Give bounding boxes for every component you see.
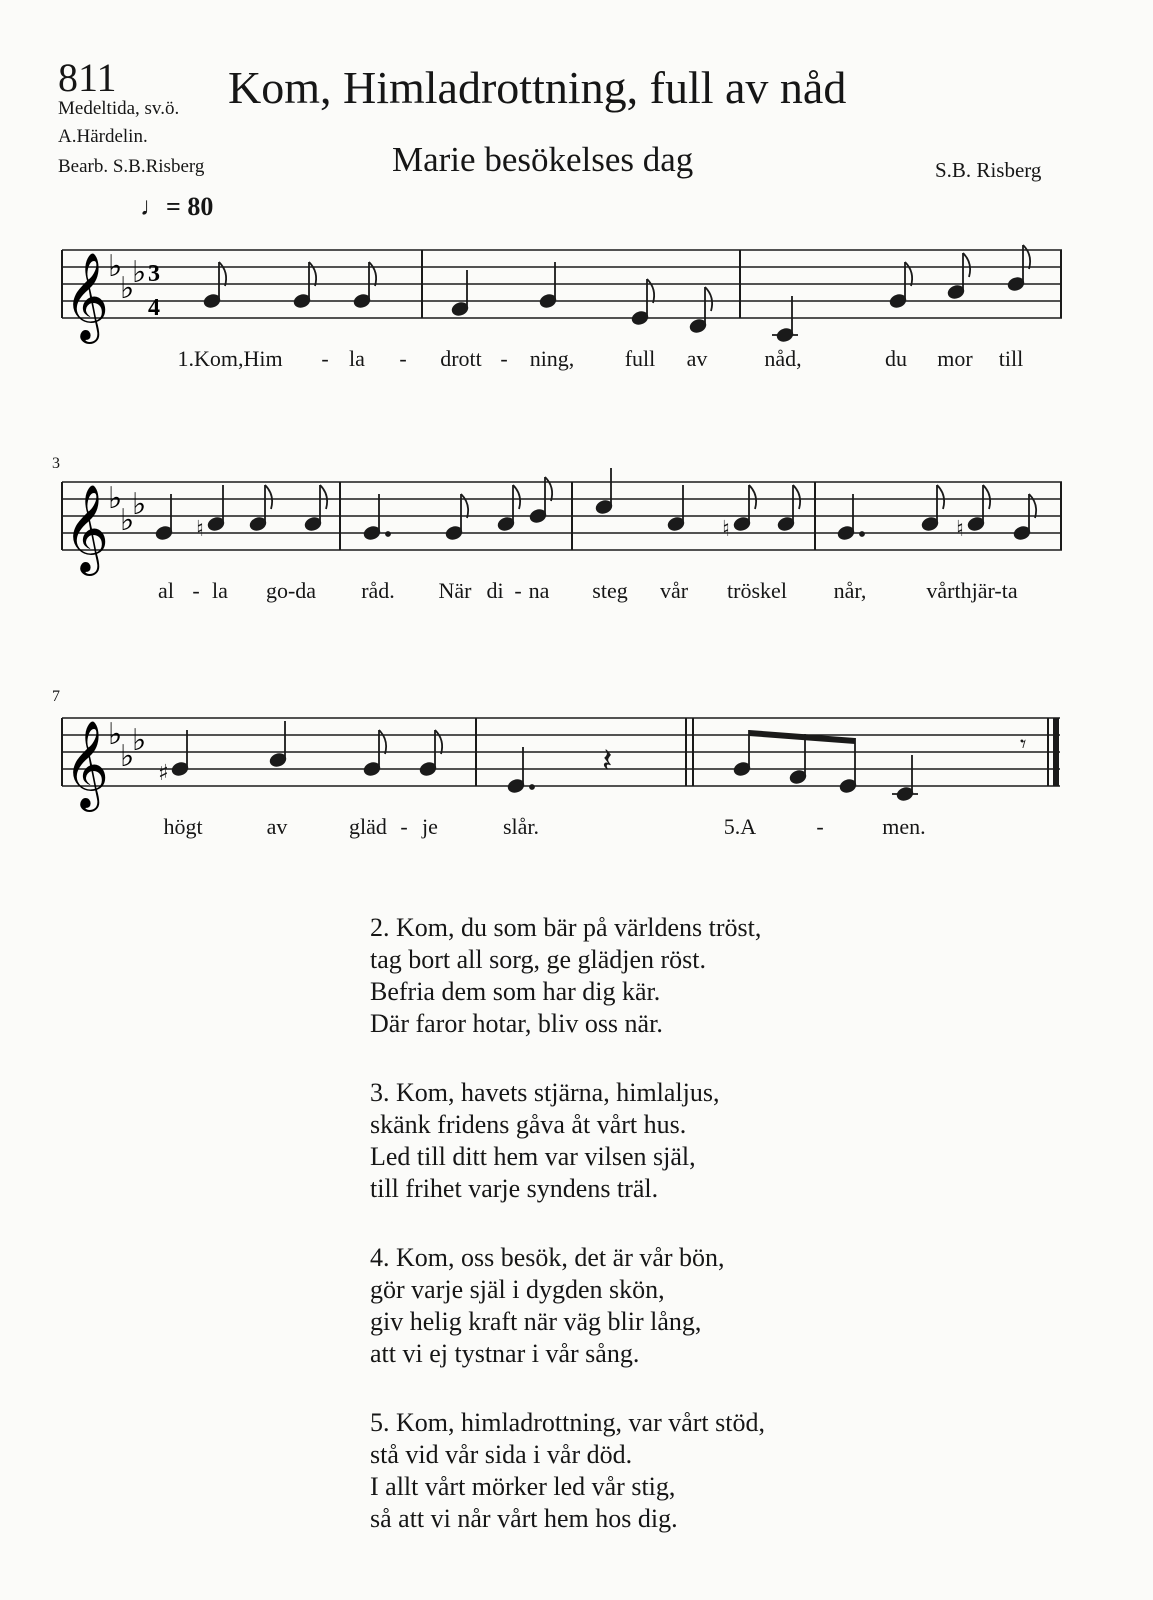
treble-clef-icon: 𝄞 — [64, 483, 109, 572]
svg-text:♮: ♮ — [722, 517, 730, 542]
svg-text:♭: ♭ — [132, 255, 147, 290]
lyric-syllable: 1.Kom,Him — [177, 346, 283, 371]
origin-line: A.Härdelin. — [58, 126, 148, 147]
lyric-syllable: av — [266, 814, 288, 839]
lyric-syllable: la — [212, 578, 228, 603]
svg-text:4: 4 — [148, 295, 160, 321]
notes — [155, 468, 1036, 542]
notes — [158, 721, 1026, 802]
svg-text:𝄾: 𝄾 — [1020, 730, 1027, 758]
lyric-syllable: du — [885, 346, 907, 371]
svg-text:♭: ♭ — [108, 717, 123, 752]
verse — [370, 1407, 765, 1535]
measure-number: 7 — [52, 688, 60, 705]
key-signature-flats — [108, 249, 146, 306]
tempo-marking: ♩= 80 — [140, 192, 214, 221]
verse-line: till frihet varje syndens träl. — [370, 1174, 659, 1203]
lyric-syllable: mor — [937, 346, 973, 371]
svg-text:♭: ♭ — [120, 503, 135, 538]
key-signature-flats — [108, 717, 146, 774]
svg-text:𝄽: 𝄽 — [602, 741, 613, 781]
lyric-syllable: När — [438, 578, 472, 603]
origin-line: Bearb. S.B.Risberg — [58, 156, 205, 177]
treble-clef-icon: 𝄞 — [64, 719, 109, 808]
hymn-subtitle: Marie besökelses dag — [392, 140, 694, 179]
lyric-syllable: steg — [592, 578, 628, 603]
verse-line: gör varje själ i dygden skön, — [370, 1275, 665, 1304]
svg-text:♭: ♭ — [132, 487, 147, 522]
lyric-syllable: slår. — [502, 814, 540, 839]
lyric-syllable: tröskel — [727, 578, 787, 603]
lyric-syllable: - — [321, 346, 329, 371]
staff-lines — [62, 718, 1060, 786]
lyric-syllable: når, — [833, 578, 867, 603]
verse-line: giv helig kraft när väg blir lång, — [370, 1307, 702, 1336]
lyric-syllable: na — [528, 578, 550, 603]
verse-line: 5. Kom, himladrottning, var vårt stöd, — [370, 1408, 766, 1437]
lyric-syllable: råd. — [361, 578, 395, 603]
verse-line: tag bort all sorg, ge glädjen röst. — [370, 945, 707, 974]
verse-line: I allt vårt mörker led vår stig, — [370, 1472, 676, 1501]
origin-line: Medeltida, sv.ö. — [58, 98, 180, 119]
svg-text:♯: ♯ — [158, 761, 169, 786]
lyric-syllable: gläd — [349, 814, 387, 839]
staff-lines — [62, 482, 1062, 550]
composer: S.B. Risberg — [935, 158, 1042, 182]
verse-line: Där faror hotar, bliv oss när. — [370, 1009, 663, 1038]
lyric-syllable: - — [500, 346, 508, 371]
lyric-syllable: - — [400, 814, 408, 839]
verse-line: stå vid vår sida i vår död. — [370, 1440, 633, 1469]
hymn-title: Kom, Himladrottning, full av nåd — [228, 62, 847, 113]
staff-system-2 — [0, 466, 1153, 576]
lyric-syllable: ning, — [529, 346, 575, 371]
lyric-syllable: - — [816, 814, 824, 839]
svg-text:♭: ♭ — [108, 481, 123, 516]
svg-text:♮: ♮ — [956, 517, 964, 542]
svg-text:♭: ♭ — [120, 271, 135, 306]
staff-system-1 — [0, 236, 1153, 346]
verse — [370, 1077, 765, 1205]
lyric-syllable: full — [624, 346, 656, 371]
lyric-syllable: - — [399, 346, 407, 371]
lyric-syllable: vårthjär-ta — [926, 578, 1018, 603]
lyric-syllable: men. — [882, 814, 926, 839]
staff-system-3 — [0, 705, 1153, 815]
lyric-syllable: av — [686, 346, 708, 371]
lyric-syllable: - — [192, 578, 200, 603]
verse — [370, 1242, 765, 1370]
svg-text:♭: ♭ — [120, 739, 135, 774]
verse-line: att vi ej tystnar i vår sång. — [370, 1339, 640, 1368]
lyric-syllable: di — [486, 578, 504, 603]
treble-clef-icon: 𝄞 — [64, 251, 109, 340]
svg-text:♮: ♮ — [196, 517, 204, 542]
hymn-number: 811 — [58, 55, 117, 100]
lyric-syllable: vår — [659, 578, 689, 603]
verse-line: så att vi når vårt hem hos dig. — [370, 1504, 678, 1533]
key-signature-flats — [108, 481, 146, 538]
svg-text:♭: ♭ — [132, 723, 147, 758]
time-signature — [148, 261, 160, 321]
lyric-syllable: go-da — [265, 578, 317, 603]
notes — [203, 245, 1030, 343]
verse-line: 3. Kom, havets stjärna, himlaljus, — [370, 1078, 720, 1107]
lyric-syllable: - — [514, 578, 522, 603]
lyric-syllable: drott — [440, 346, 482, 371]
verses — [370, 912, 765, 1572]
verse-line: 2. Kom, du som bär på världens tröst, — [370, 913, 762, 942]
lyric-syllable: la — [349, 346, 365, 371]
verse — [370, 912, 765, 1040]
lyric-syllable: högt — [163, 814, 203, 839]
lyric-syllable: al — [158, 578, 174, 603]
svg-text:♭: ♭ — [108, 249, 123, 284]
verse-line: 4. Kom, oss besök, det är vår bön, — [370, 1243, 725, 1272]
svg-text:3: 3 — [148, 261, 160, 287]
lyric-syllable: 5.A — [723, 814, 757, 839]
lyric-syllable: nåd, — [764, 346, 802, 371]
verse-line: Led till ditt hem var vilsen själ, — [370, 1142, 696, 1171]
lyric-syllable: till — [998, 346, 1024, 371]
verse-line: skänk fridens gåva åt vårt hus. — [370, 1110, 687, 1139]
lyric-syllable: je — [422, 814, 438, 839]
measure-number: 3 — [52, 455, 60, 472]
verse-line: Befria dem som har dig kär. — [370, 977, 661, 1006]
